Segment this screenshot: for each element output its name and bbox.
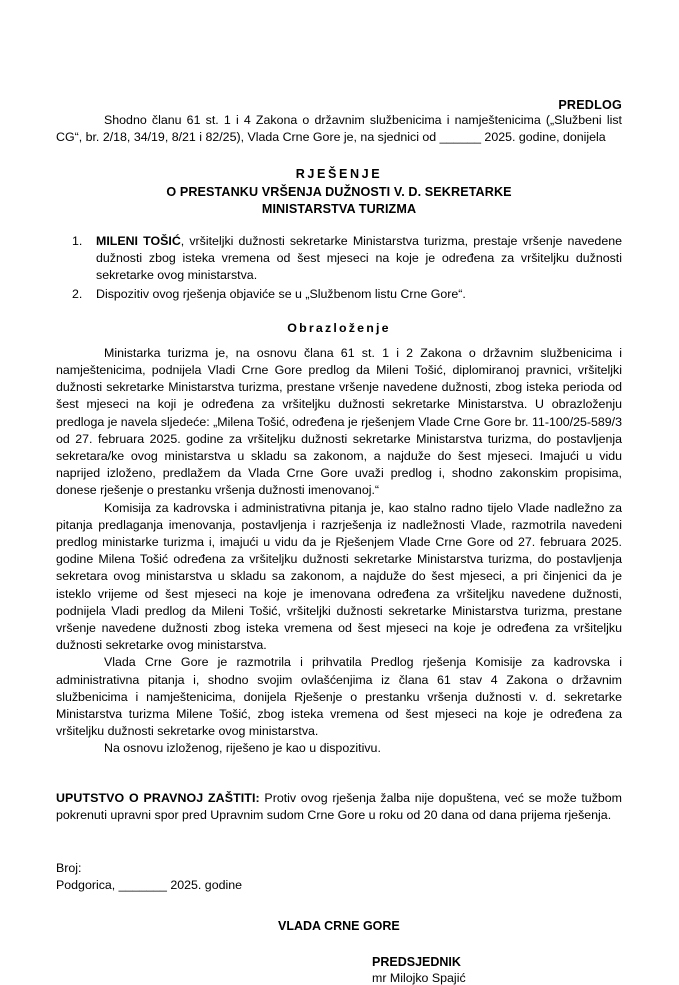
list-item xyxy=(56,233,622,285)
signature-name: mr Milojko Spajić xyxy=(372,970,466,985)
document-place-date: Podgorica, _______ 2025. godine xyxy=(56,878,243,893)
intro-paragraph: Shodno članu 61 st. 1 i 4 Zakona o državnim službenicima i namještenicima („Službeni list CG“, br. 2/18, 34/19, 8/21 i 82/25), Vlada Crne Gore je, na sjednici od ______ 2025. godine, donijela xyxy=(56,113,622,145)
dispositiv-item-1-name: MILENI TOŠIĆ xyxy=(96,233,181,248)
explanation-heading: Obrazloženje xyxy=(287,320,391,335)
signature-government: VLADA CRNE GORE xyxy=(278,918,400,933)
explanation-paragraph-4: Na osnovu izloženog, riješeno je kao u dispozitivu. xyxy=(104,741,381,756)
title-line-subject: O PRESTANKU VRŠENJA DUŽNOSTI V. D. SEKRETARKE xyxy=(166,184,512,199)
list-item xyxy=(56,286,622,303)
explanation-paragraph-1: Ministarka turizma je, na osnovu člana 61 st. 1 i 2 Zakona o državnim službenicima i namještenicima, podnijela Vladi Crne Gore predlog da Mileni Tošić, diplomiranoj pravnici, vršiteljki dužnosti sekretarke Ministarstva turizma, prestane vršenje navedene dužnosti, zbog isteka perioda od šest mjeseci na koji je određena za vršiteljku dužnosti sekretarke Ministarstva. U obrazloženju predloga je navela sljedeće: „Milena Tošić, određena je rješenjem Vlade Crne Gore br. 11-100/25-589/3 od 27. februara 2025. godine za vršiteljku dužnosti sekretarke Ministarstva turizma, do postavljenja sekretara/ke ovog ministarstva u skladu sa zakonom, a najduže do šest mjeseci. Imajući u vidu naprijed izloženo, predlažem da Vlada Crne Gore uvaži predlog i, shodno zakonskim propisima, donese rješenje o prestanku vršenja dužnosti imenovanoj.“ xyxy=(56,345,622,498)
legal-notice-label: UPUTSTVO O PRAVNOJ ZAŠTITI: xyxy=(56,790,260,805)
document-footer-meta xyxy=(56,860,622,895)
explanation-paragraph-3: Vlada Crne Gore je razmotrila i prihvatila Predlog rješenja Komisije za kadrovska i administrativna pitanja i, shodno svojim ovlašćenjima iz člana 61 stav 4 Zakona o državnim službenicima i namještenicima, donijela Rješenje o prestanku vršenja dužnosti v. d. sekretarke Ministarstva turizma Milene Tošić, zbog isteka vremena od šest mjeseci na koje je određena za vršiteljku dužnosti sekretarke ovog ministarstva. xyxy=(56,655,622,739)
legal-notice xyxy=(56,790,622,824)
title-line-rjesenje: RJEŠENJE xyxy=(295,167,383,182)
dispositiv-item-1-text: , vršiteljki dužnosti sekretarke Ministarstva turizma, prestaje vršenje navedene dužnosti zbog isteka vremena od šest mjeseci na koje je određena za vršiteljku dužnosti sekretarke ovog ministarstva. xyxy=(96,233,622,283)
legal-notice-text: Protiv ovog rješenja žalba nije dopuštena, već se može tužbom pokrenuti upravni spor pred Upravnim sudom Crne Gore u roku od 20 dana od dana prijema rješenja. xyxy=(56,790,622,822)
legal-notice-spacer xyxy=(56,758,622,790)
explanation-paragraph-2: Komisija za kadrovska i administrativna pitanja je, kao stalno radno tijelo Vlade nadležno za pitanja predlaganja imenovanja, postavljenja i razrješenja iz nadležnosti Vlade, razmotrila navedeni predlog ministarke turizma i, imajući u vidu da je Rješenjem Vlade Crne Gore od 27. februara 2025. godine Milena Tošić određena za vršiteljku dužnosti sekretarke Ministarstva turizma, do postavljenja sekretara ovog ministarstva u skladu sa zakonom, a najduže do šest mjeseci, a pri činjenici da je isteklo vrijeme od šest mjeseci na koje je imenovana određena za vršiteljku navedene dužnosti, podnijela Vladi predlog da Mileni Tošić, vršiteljki dužnosti sekretarke Ministarstva turizma, prestane vršenje navedene dužnosti zbog isteka vremena od šest mjeseci na koje je određena za vršiteljku dužnosti sekretarke ovog ministarstva. xyxy=(56,500,622,653)
dispositiv-list xyxy=(56,233,622,303)
dispositiv-item-2-text: Dispozitiv ovog rješenja objaviće se u „Službenom listu Crne Gore“. xyxy=(96,286,466,301)
title-line-ministry: MINISTARSTVA TURIZMA xyxy=(261,202,417,217)
document-title xyxy=(56,166,622,219)
document-content xyxy=(56,0,622,985)
document-kicker: PREDLOG xyxy=(558,98,622,112)
signature-role: PREDSJEDNIK xyxy=(372,954,461,969)
document-number-label: Broj: xyxy=(56,861,82,875)
